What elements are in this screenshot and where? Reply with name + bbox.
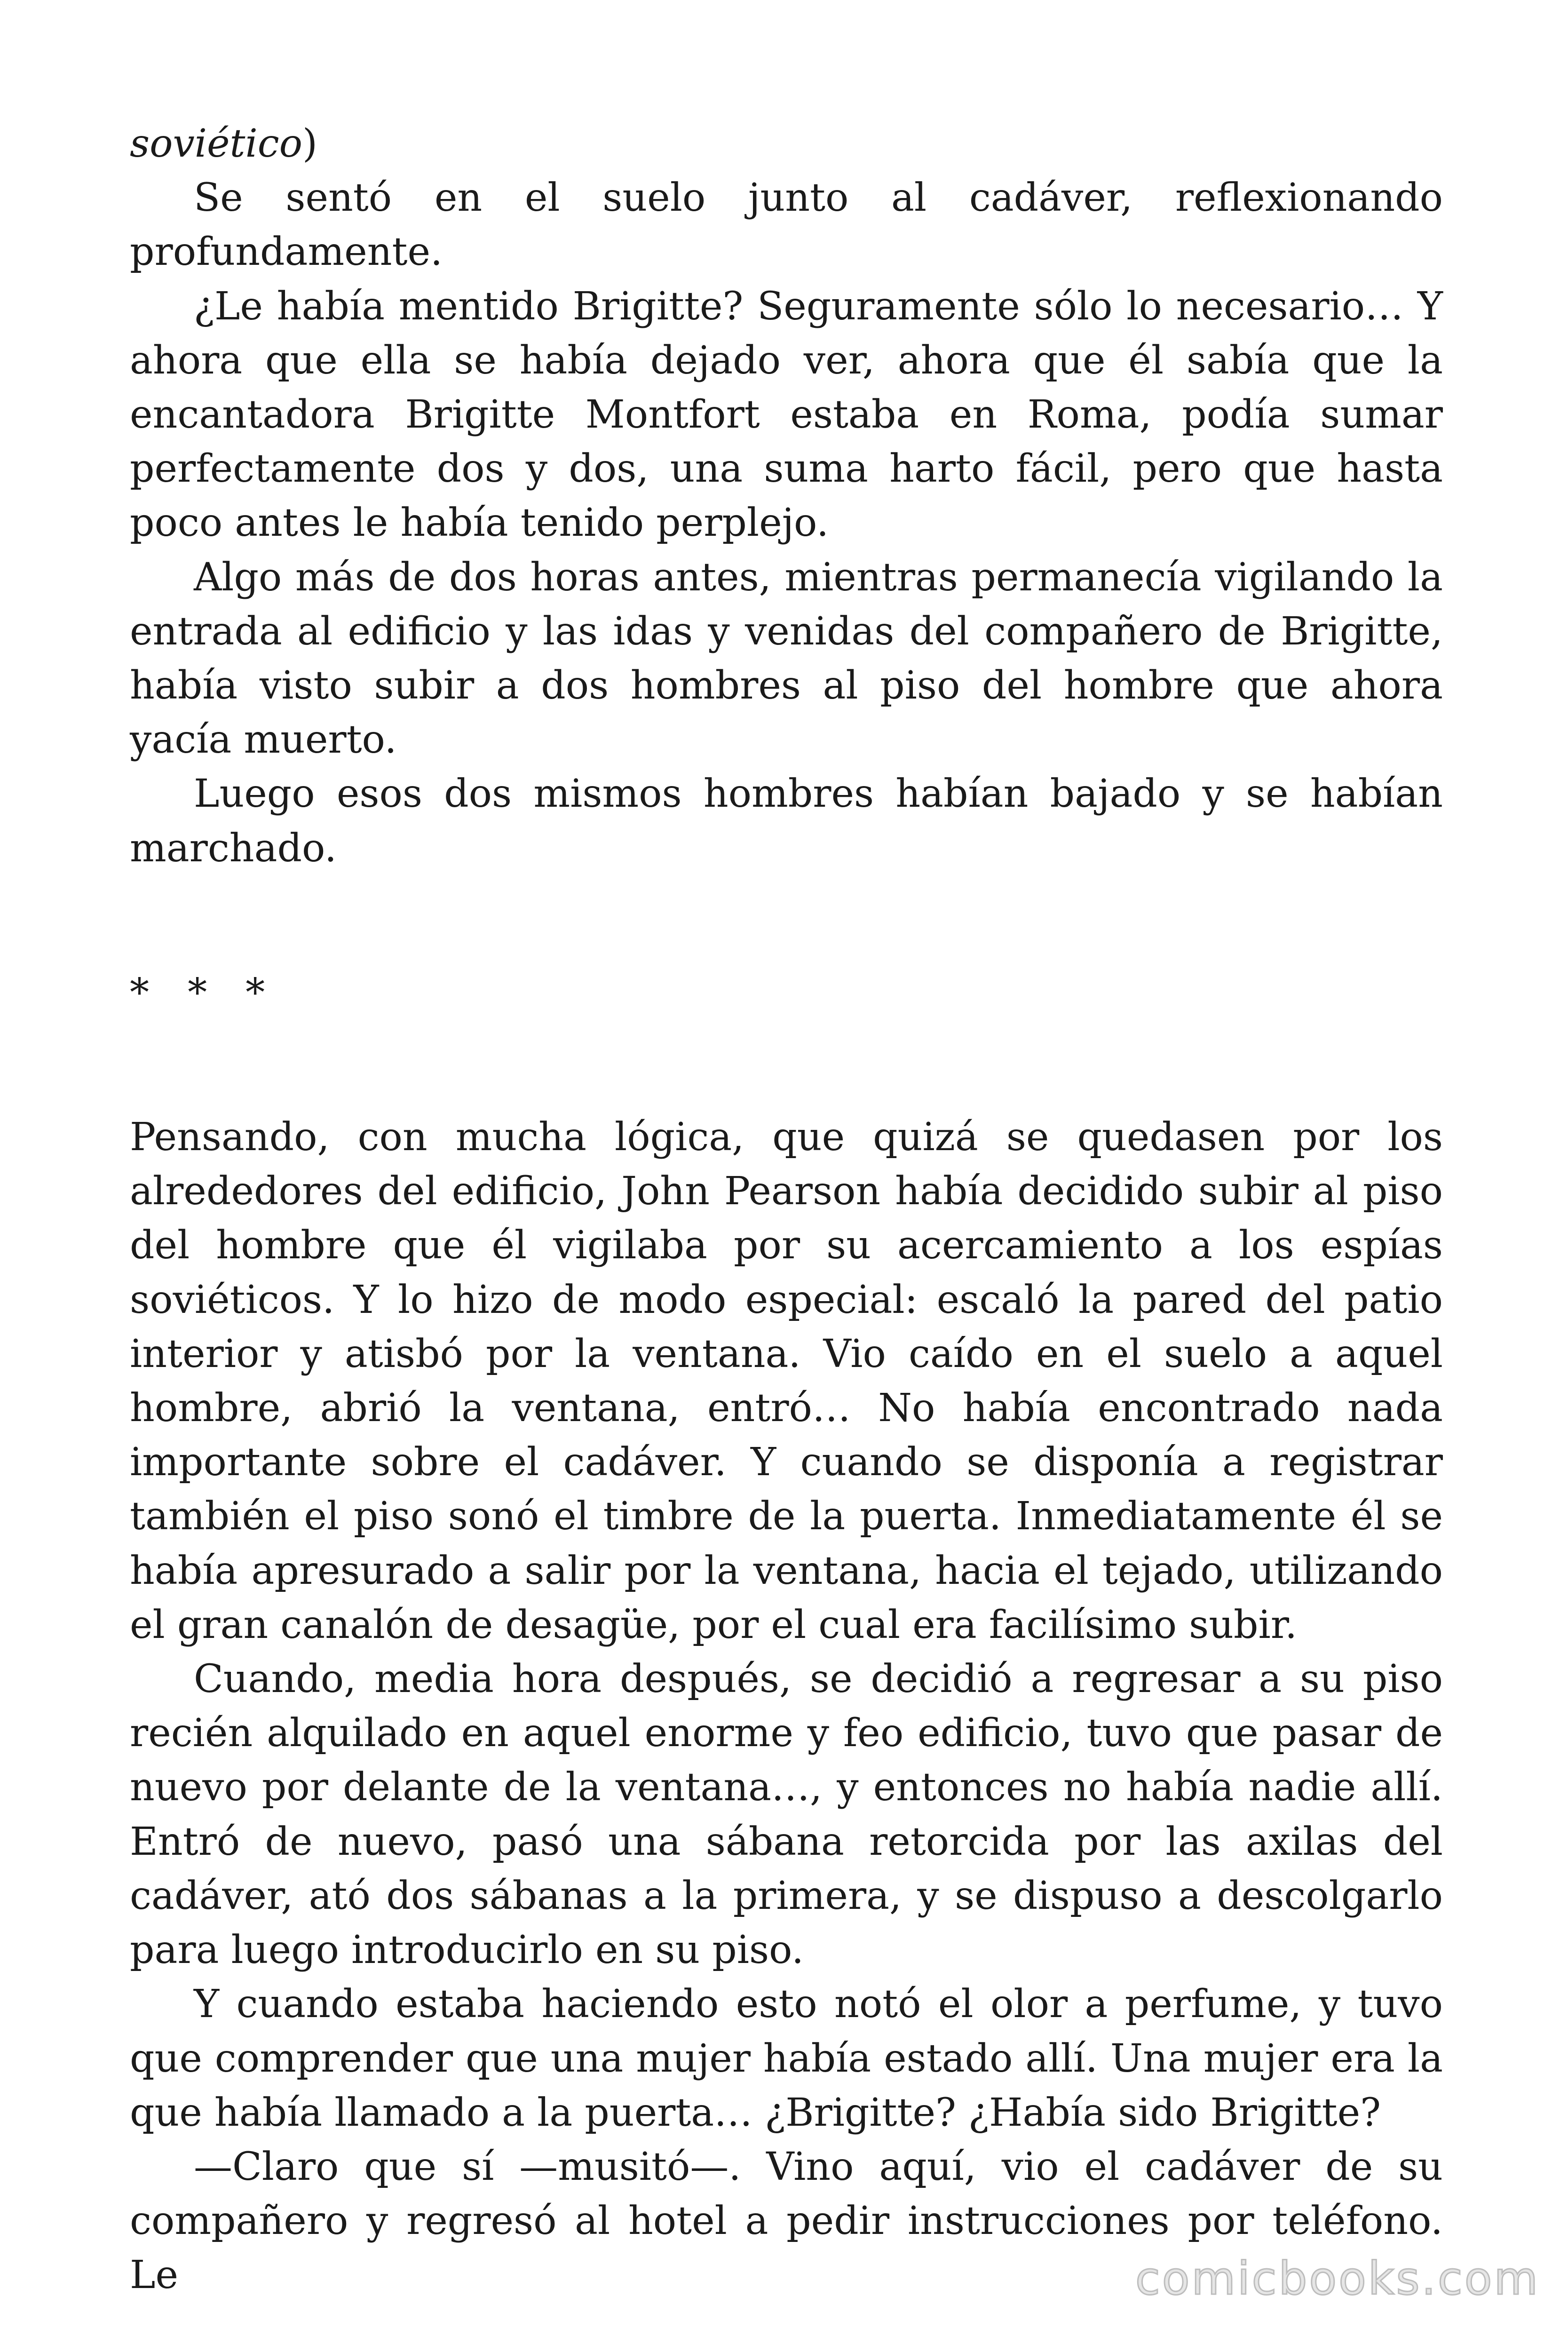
watermark-text: comicbooks.com — [1135, 2252, 1540, 2305]
paragraph: Y cuando estaba haciendo esto notó el olor a perfume, y tuvo que comprender que una mujer había estado allí. Una mujer era la que había llamado a la puerta… ¿Brigitte? ¿Había sido Brigitte? — [130, 1982, 1443, 2135]
paragraph: Se sentó en el suelo junto al cadáver, reflexionando profundamente. — [130, 175, 1443, 275]
page-body — [130, 117, 1443, 2303]
italic-word: soviético — [130, 121, 302, 166]
paragraph-continuation — [130, 117, 1443, 171]
paragraph: Algo más de dos horas antes, mientras permanecía vigilando la entrada al edificio y las idas y venidas del compañero de Brigitte, había visto subir a dos hombres al piso del hombre que ahora yacía muerto. — [130, 555, 1443, 763]
scene-break: * * * — [130, 970, 278, 1015]
closing-paren: ) — [302, 121, 317, 166]
paragraph-last: —Claro que sí —musitó—. Vino aquí, vio el cadáver de su compañero y regresó al hotel a pedir instrucciones por teléfono. Le — [130, 2144, 1443, 2298]
paragraph: ¿Le había mentido Brigitte? Seguramente sólo lo necesario… Y ahora que ella se había dejado ver, ahora que él sabía que la encantadora Brigitte Montfort estaba en Roma, podía sumar perfectamente dos y dos, una suma harto fácil, pero que hasta poco antes le había tenido perplejo. — [130, 284, 1443, 546]
paragraph: Luego esos dos mismos hombres habían bajado y se habían marchado. — [130, 771, 1443, 871]
paragraph: Pensando, con mucha lógica, que quizá se quedasen por los alrededores del edificio, John Pearson había decidido subir al piso del hombre que él vigilaba por su acercamiento a los espías soviéticos. Y lo hizo de modo especial: escaló la pared del patio interior y atisbó por la ventana. Vio caído en el suelo a aquel hombre, abrió la ventana, entró… No había encontrado nada importante sobre el cadáver. Y cuando se disponía a registrar también el piso sonó el timbre de la puerta. Inmediatamente él se había apresurado a salir por la ventana, hacia el tejado, utilizando el gran canalón de desagüe, por el cual era facilísimo subir. — [130, 1115, 1443, 1647]
paragraph: Cuando, media hora después, se decidió a regresar a su piso recién alquilado en aquel enorme y feo edificio, tuvo que pasar de nuevo por delante de la ventana…, y entonces no había nadie allí. Entró de nuevo, pasó una sábana retorcida por las axilas del cadáver, ató dos sábanas a la primera, y se dispuso a descolgarlo para luego introducirlo en su piso. — [130, 1657, 1443, 1973]
